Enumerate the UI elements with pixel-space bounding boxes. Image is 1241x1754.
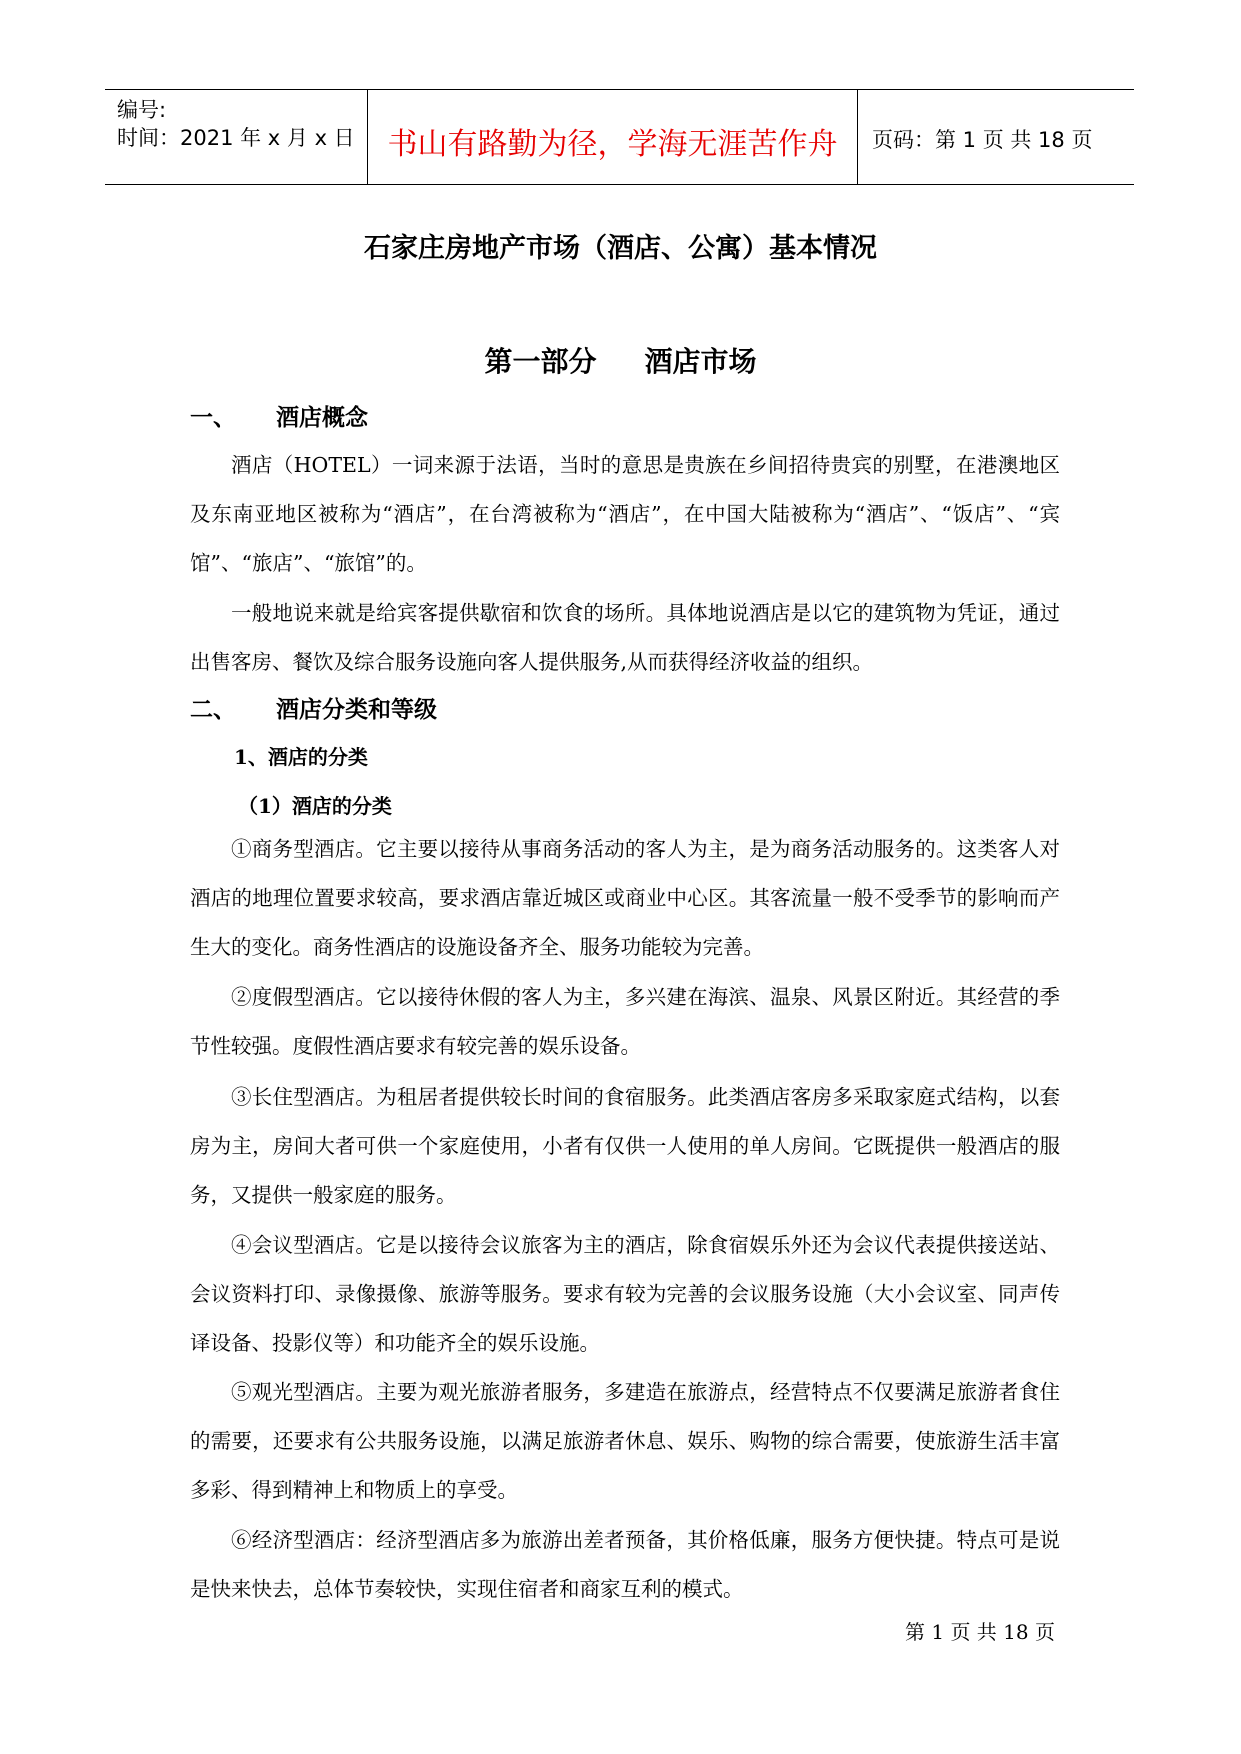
paragraph: ⑥经济型酒店：经济型酒店多为旅游出差者预备，其价格低廉，服务方便快捷。特点可是说是快来快去，总体节奏较快，实现住宿者和商家互利的模式。	[190, 1528, 1060, 1601]
part-name: 酒店市场	[644, 345, 757, 378]
page-header	[105, 89, 1134, 185]
header-info-cell	[105, 90, 368, 184]
page-footer: 第 1 页 共 18 页	[905, 1620, 1055, 1644]
section-heading-text: 酒店概念	[276, 404, 368, 431]
section-heading-text: 酒店分类和等级	[276, 696, 437, 723]
section-heading-2	[190, 691, 437, 724]
header-page-number: 页码：第 1 页 共 18 页	[872, 128, 1093, 152]
header-motto-cell	[368, 90, 858, 184]
paragraph: ②度假型酒店。它以接待休假的客人为主，多兴建在海滨、温泉、风景区附近。其经营的季节性较强。度假性酒店要求有较完善的娱乐设备。	[190, 985, 1060, 1058]
paragraph: ④会议型酒店。它是以接待会议旅客为主的酒店，除食宿娱乐外还为会议代表提供接送站、会议资料打印、录像摄像、旅游等服务。要求有较为完善的会议服务设施（大小会议室、同声传译设备、投影仪等）和功能齐全的娱乐设施。	[190, 1233, 1060, 1355]
paragraph: ①商务型酒店。它主要以接待从事商务活动的客人为主，是为商务活动服务的。这类客人对酒店的地理位置要求较高，要求酒店靠近城区或商业中心区。其客流量一般不受季节的影响而产生大的变化。商务性酒店的设施设备齐全、服务功能较为完善。	[190, 837, 1060, 959]
header-motto: 书山有路勤为径，学海无涯苦作舟	[387, 127, 838, 162]
paragraph: ⑤观光型酒店。主要为观光旅游者服务，多建造在旅游点，经营特点不仅要满足旅游者食住的需要，还要求有公共服务设施，以满足旅游者休息、娱乐、购物的综合需要，使旅游生活丰富多彩、得到精神上和物质上的享受。	[190, 1380, 1060, 1502]
document-date-label: 时间：2021 年 x 月 x 日	[117, 126, 355, 150]
paragraph: 一般地说来就是给宾客提供歇宿和饮食的场所。具体地说酒店是以它的建筑物为凭证，通过出售客房、餐饮及综合服务设施向客人提供服务,从而获得经济收益的组织。	[190, 601, 1060, 674]
paragraph: ③长住型酒店。为租居者提供较长时间的食宿服务。此类酒店客房多采取家庭式结构，以套房为主，房间大者可供一个家庭使用，小者有仅供一人使用的单人房间。它既提供一般酒店的服务，又提供一般家庭的服务。	[190, 1085, 1060, 1207]
header-page-cell	[858, 90, 1134, 184]
paragraph: 酒店（HOTEL）一词来源于法语，当时的意思是贵族在乡间招待贵宾的别墅，在港澳地区及东南亚地区被称为“酒店”，在台湾被称为“酒店”，在中国大陆被称为“酒店”、“饭店”、“宾馆”、“旅店”、“旅馆”的。	[190, 453, 1060, 575]
part-number: 第一部分	[484, 345, 597, 378]
section-number: 二、	[190, 696, 236, 723]
section-number: 一、	[190, 404, 236, 431]
subsubsection-heading: （1）酒店的分类	[238, 794, 392, 818]
document-number-label: 编号:	[117, 98, 167, 122]
document-title: 石家庄房地产市场（酒店、公寓）基本情况	[364, 233, 877, 264]
part-title	[0, 340, 1241, 380]
section-heading-1	[190, 399, 368, 432]
subsection-heading: 1、酒店的分类	[234, 745, 368, 769]
